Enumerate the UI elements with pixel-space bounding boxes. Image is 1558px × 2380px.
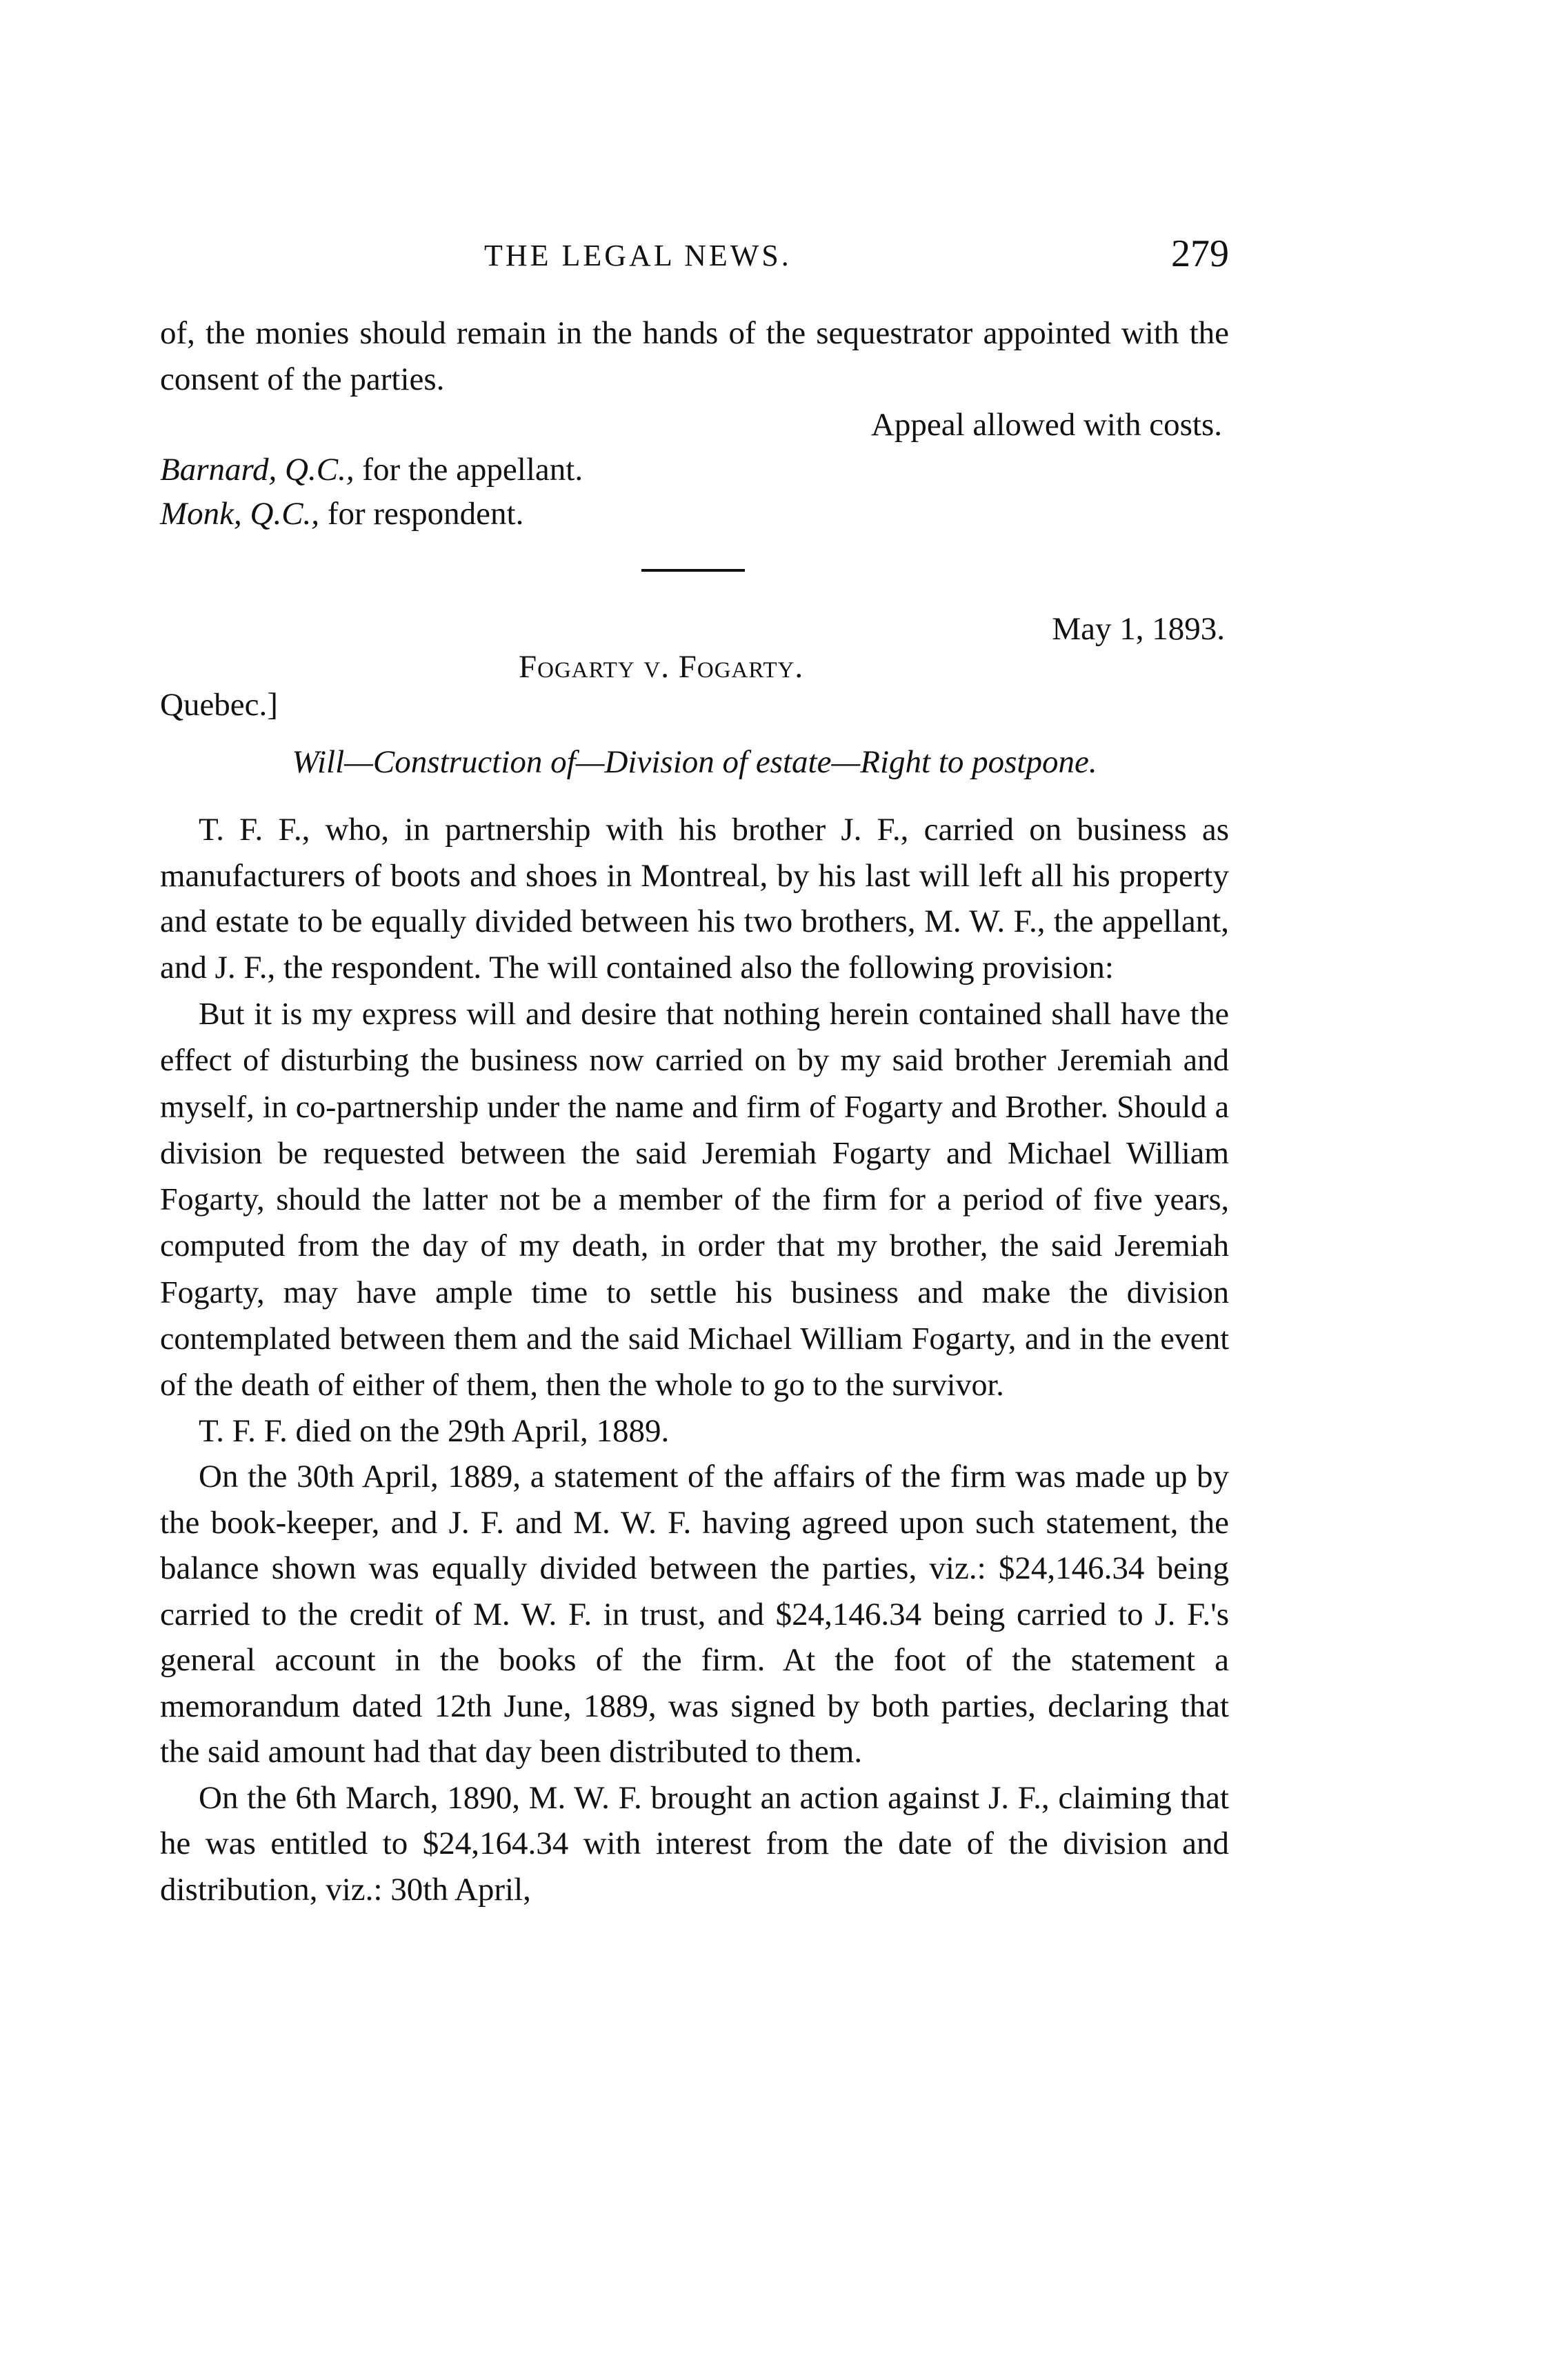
case-body [160, 807, 1229, 1912]
counsel-appellant-name: Barnard, Q.C., [160, 452, 354, 488]
headnote: Will—Construction of—Division of estate—Right to postpone. [292, 744, 1097, 780]
journal-title: THE LEGAL NEWS. [484, 239, 792, 272]
case-date: May 1, 1893. [1052, 611, 1225, 647]
section-divider [641, 569, 745, 572]
counsel-appellant-role: for the appellant. [354, 452, 583, 488]
page-number: 279 [1171, 232, 1229, 275]
paragraph-statement: On the 30th April, 1889, a statement of the affairs of the firm was made up by the book-keeper, and J. F. and M. W. F. having agreed upon such statement, the balance shown was equally divided between the parties, viz.: $24,146.34 being carried to the credit of M. W. F. in trust, and $24,146.34 being carried to J. F.'s general account in the books of the firm. At the foot of the statement a memorandum dated 12th June, 1889, was signed by both parties, declaring that the said amount had that day been distributed to them. [160, 1459, 1229, 1770]
counsel-respondent-name: Monk, Q.C., [160, 496, 320, 532]
prior-case-ending [160, 310, 1229, 536]
counsel-respondent-role: for respondent. [319, 496, 524, 532]
running-head [160, 233, 1229, 281]
will-provision-quote: But it is my express will and desire that nothing herein contained shall have the effect of disturbing the business now carried on by my said brother Jeremiah and myself, in co-partnership under the name and firm of Fogarty and Brother. Should a division be requested between the said Jeremiah Fogarty and Michael William Fogarty, should the latter not be a member of the firm for a period of five years, computed from the day of my death, in order that my brother, the said Jeremiah Fogarty, may have ample time to settle his business and make the division contemplated between them and the said Michael William Fogarty, and in the event of the death of either of them, then the whole to go to the survivor. [160, 996, 1229, 1403]
disposition: Appeal allowed with costs. [870, 407, 1222, 443]
prior-case-closing-paragraph: of, the monies should remain in the hands of the sequestrator appointed with the consent of the parties. [160, 315, 1229, 397]
paragraph-action: On the 6th March, 1890, M. W. F. brought an action against J. F., claiming that he was entitled to $24,164.34 with interest from the date of the division and distribution, viz.: 30th April, [160, 1779, 1229, 1908]
court-label: Quebec.] [160, 687, 278, 723]
paragraph-facts: T. F. F., who, in partnership with his brother J. F., carried on business as manufacturers of boots and shoes in Montreal, by his last will left all his property and estate to be equally divided between his two brothers, M. W. F., the appellant, and J. F., the respondent. The will contained also the following provision: [160, 812, 1229, 986]
counsel-respondent [160, 492, 1229, 536]
counsel-appellant [160, 448, 1229, 492]
case-heading [160, 608, 1229, 732]
paragraph-death: T. F. F. died on the 29th April, 1889. [199, 1412, 670, 1449]
case-title: Fogarty v. Fogarty. [519, 649, 804, 685]
